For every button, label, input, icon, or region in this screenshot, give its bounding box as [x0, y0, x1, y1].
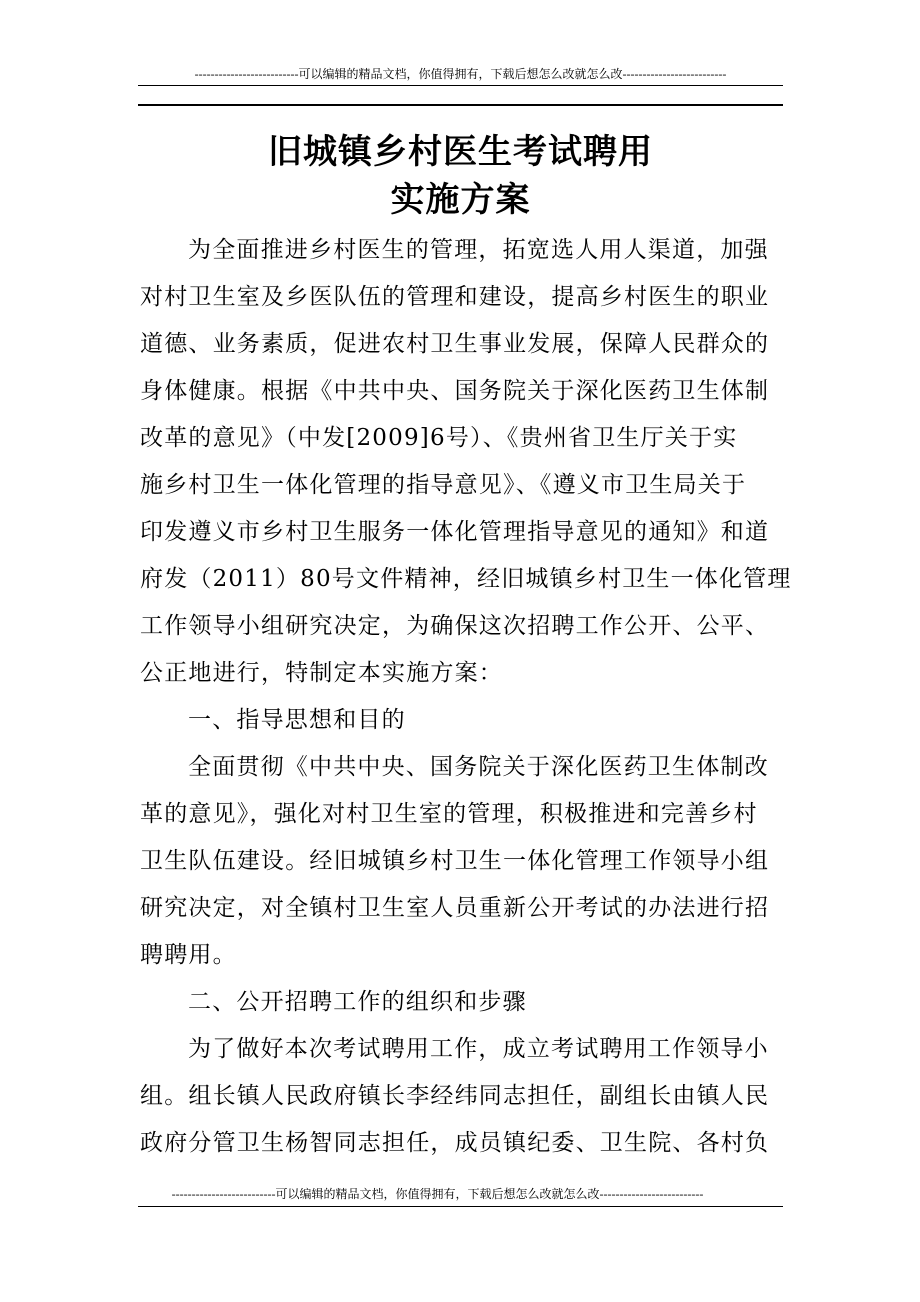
- section-heading-1: 一、指导思想和目的: [188, 707, 406, 733]
- body-line: 府发（2011）80号文件精神，经旧城镇乡村卫生一体化管理: [140, 566, 792, 592]
- header-rule-thin: [138, 85, 783, 86]
- body-line: 研究决定，对全镇村卫生室人员重新公开考试的办法进行招: [140, 895, 770, 921]
- page-footer-text: --------------------------可以编辑的精品文档，你值得拥有，下载后想怎么改就怎么改--------------------------: [171, 1187, 704, 1201]
- document-title-line-2: 实施方案: [390, 180, 531, 220]
- document-title-line-1: 旧城镇乡村医生考试聘用: [268, 132, 653, 172]
- body-line: 为了做好本次考试聘用工作，成立考试聘用工作领导小: [188, 1036, 769, 1062]
- body-line: 施乡村卫生一体化管理的指导意见》、《遵义市卫生局关于: [140, 472, 747, 498]
- body-line: 为全面推进乡村医生的管理，拓宽选人用人渠道，加强: [188, 237, 769, 263]
- body-line: 全面贯彻《中共中央、国务院关于深化医药卫生体制改: [188, 754, 769, 780]
- document-body: [140, 227, 792, 1167]
- body-line: 身体健康。根据《中共中央、国务院关于深化医药卫生体制: [140, 378, 770, 404]
- page-header-text: --------------------------可以编辑的精品文档，你值得拥有，下载后想怎么改就怎么改--------------------------: [194, 67, 727, 81]
- body-line: 聘聘用。: [140, 942, 237, 968]
- body-line: 卫生队伍建设。经旧城镇乡村卫生一体化管理工作领导小组: [140, 848, 770, 874]
- body-line: 改革的意见》（中发[2009]6号）、《贵州省卫生厅关于实: [140, 425, 738, 451]
- footer-rule: [138, 1206, 783, 1207]
- body-line: 公正地进行，特制定本实施方案：: [140, 660, 503, 686]
- body-line: 对村卫生室及乡医队伍的管理和建设，提高乡村医生的职业: [140, 284, 770, 310]
- header-rule-thick: [138, 104, 783, 106]
- body-line: 工作领导小组研究决定，为确保这次招聘工作公开、公平、: [140, 613, 770, 639]
- body-line: 革的意见》，强化对村卫生室的管理，积极推进和完善乡村: [140, 801, 758, 827]
- body-line: 组。组长镇人民政府镇长李经纬同志担任，副组长由镇人民: [140, 1083, 770, 1109]
- section-heading-2: 二、公开招聘工作的组织和步骤: [188, 989, 527, 1015]
- body-line: 道德、业务素质，促进农村卫生事业发展，保障人民群众的: [140, 331, 770, 357]
- body-line: 印发遵义市乡村卫生服务一体化管理指导意见的通知》和道: [140, 519, 770, 545]
- body-line: 政府分管卫生杨智同志担任，成员镇纪委、卫生院、各村负: [140, 1130, 770, 1156]
